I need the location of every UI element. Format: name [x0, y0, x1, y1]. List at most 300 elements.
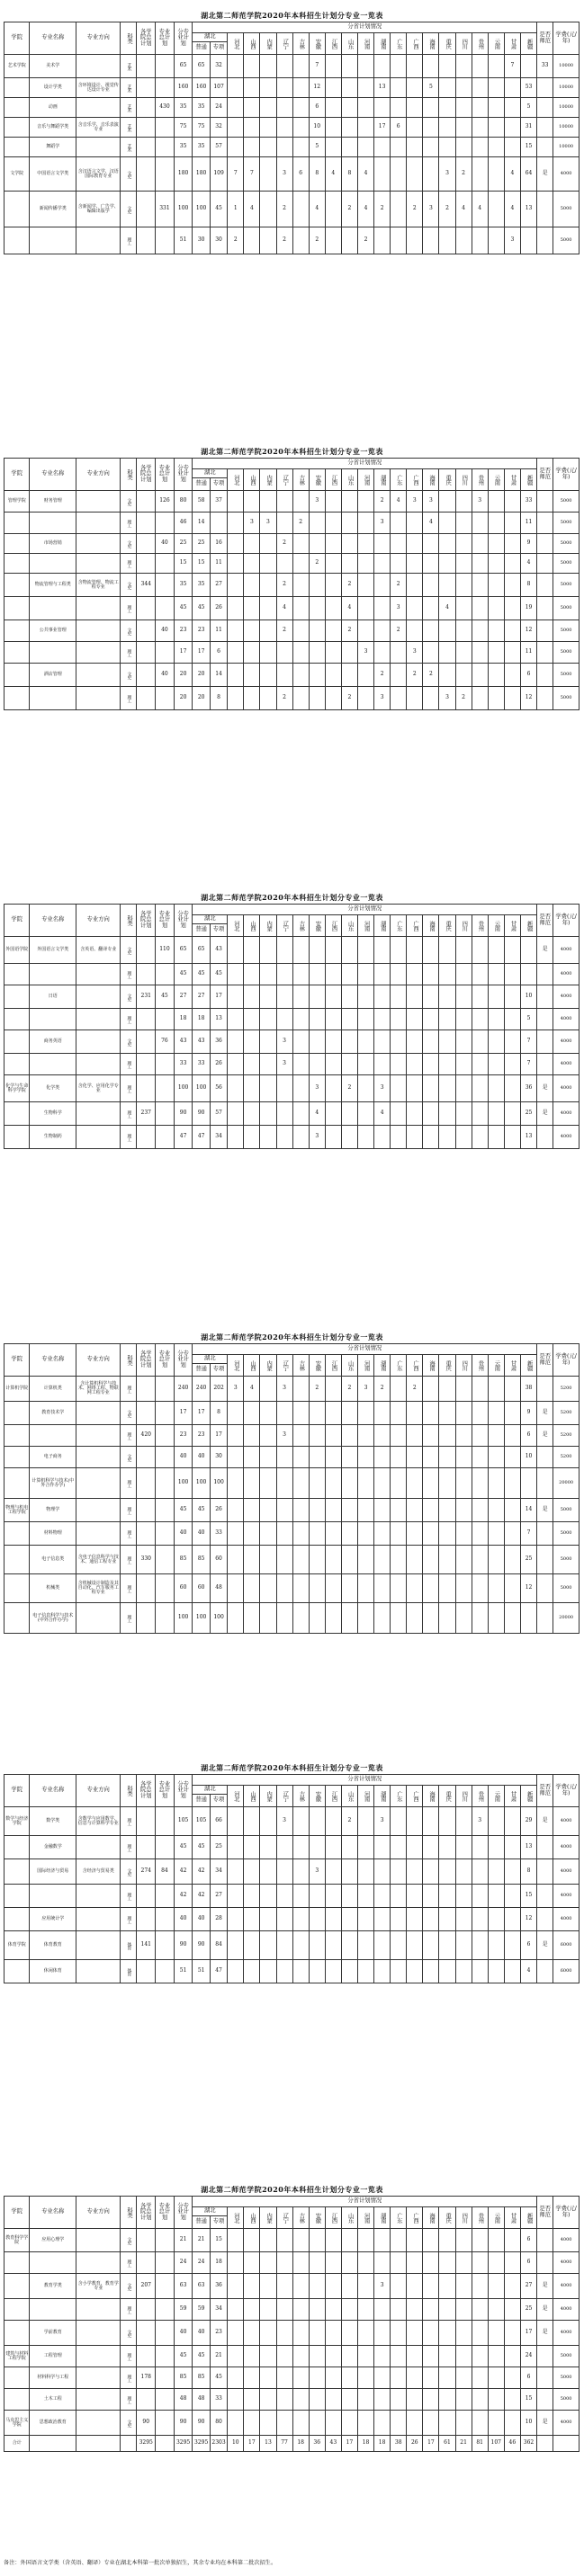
cell-province-plan	[228, 597, 244, 620]
cell-province-plan	[504, 1009, 520, 1030]
cell-province-plan	[455, 2411, 472, 2436]
cell-hubei-general: 100	[193, 1468, 210, 1499]
cell-province-plan	[244, 1030, 260, 1054]
header-province: 贵州	[472, 33, 488, 55]
cell-college	[4, 574, 30, 597]
cell-subject: 理工	[121, 2346, 137, 2367]
cell-direction	[76, 642, 121, 664]
cell-province-plan	[325, 985, 341, 1009]
cell-province-plan	[357, 1807, 373, 1836]
cell-subject: 艺术	[121, 98, 137, 118]
cell-province-plan	[374, 1603, 391, 1634]
header-province: 内蒙	[260, 469, 276, 491]
cell-province-plan	[504, 1885, 520, 1908]
cell-province-plan	[455, 2321, 472, 2346]
cell-major-total	[156, 2321, 175, 2346]
cell-province-plan	[276, 1522, 292, 1546]
cell-province-plan	[374, 534, 391, 554]
cell-plan: 46	[174, 513, 193, 534]
cell-province-plan: 2	[374, 192, 391, 227]
cell-province-plan	[520, 227, 536, 254]
header-normal-flag: 是否师范	[537, 905, 553, 937]
cell-province-plan	[488, 78, 504, 98]
cell-province-plan	[488, 1546, 504, 1574]
header-province: 山东	[341, 915, 357, 937]
cell-normal-flag	[537, 1009, 553, 1030]
cell-province-plan	[276, 985, 292, 1009]
table-row	[4, 1075, 580, 1102]
cell-province-plan: 2	[391, 574, 407, 597]
cell-province-plan	[391, 687, 407, 710]
header-major-plan: 专业总计划	[156, 1775, 175, 1807]
cell-province-plan	[391, 985, 407, 1009]
cell-province-plan	[391, 2252, 407, 2274]
header-province: 山西	[244, 469, 260, 491]
cell-province-plan	[260, 1574, 276, 1603]
cell-hubei-general: 160	[193, 78, 210, 98]
cell-province-plan	[357, 513, 373, 534]
header-province: 广东	[391, 33, 407, 55]
cell-plan: 100	[174, 1468, 193, 1499]
header-direction: 专业方向	[76, 22, 121, 55]
header-province: 江西	[325, 33, 341, 55]
cell-province-plan	[325, 2274, 341, 2299]
cell-hubei-general: 17	[193, 1402, 210, 1425]
cell-major	[30, 554, 76, 574]
cell-college-total	[137, 1075, 156, 1102]
cell-province-plan	[407, 2321, 423, 2346]
cell-province-plan	[439, 2229, 455, 2252]
header-province: 山西	[244, 915, 260, 937]
cell-province-plan: 6	[520, 2252, 536, 2274]
cell-province-plan	[309, 1468, 325, 1499]
cell-province-plan: 3	[374, 687, 391, 710]
cell-province-plan	[407, 78, 423, 98]
cell-province-plan	[341, 1885, 357, 1908]
cell-province-plan	[407, 1859, 423, 1885]
cell-province-plan	[357, 1054, 373, 1075]
cell-fee: 4000	[553, 985, 580, 1009]
cell-province-plan: 7	[228, 157, 244, 192]
cell-province-plan: 7	[504, 55, 520, 78]
cell-province-plan	[341, 2229, 357, 2252]
cell-province-plan	[228, 1468, 244, 1499]
table-row	[4, 1960, 580, 1983]
cell-province-plan	[357, 937, 373, 964]
cell-province-plan: 53	[520, 78, 536, 98]
cell-major-total: 84	[156, 1859, 175, 1885]
cell-province-plan	[455, 513, 472, 534]
cell-province-plan	[325, 1126, 341, 1149]
cell-province-plan	[455, 2367, 472, 2389]
cell-major: 电子信息科学与技术(中外合作办学)	[30, 1603, 76, 1634]
cell-province-plan: 2	[292, 513, 309, 534]
cell-province-plan	[488, 138, 504, 157]
cell-province-plan: 3	[423, 491, 439, 513]
cell-hubei-special: 2303	[210, 2436, 227, 2452]
cell-major: 应用心理学	[30, 2229, 76, 2252]
cell-province-plan	[407, 2411, 423, 2436]
cell-province-plan	[391, 2274, 407, 2299]
cell-subject: 文史	[121, 534, 137, 554]
header-fee: 学费(元/年)	[553, 2197, 580, 2229]
cell-province-plan	[488, 157, 504, 192]
cell-province-plan	[309, 1836, 325, 1859]
cell-province-plan	[472, 513, 488, 534]
cell-province-plan	[309, 1054, 325, 1075]
cell-province-plan	[292, 554, 309, 574]
cell-province-plan: 10	[228, 2436, 244, 2452]
cell-province-plan	[260, 1126, 276, 1149]
cell-major-total: 126	[156, 491, 175, 513]
header-major: 专业名称	[30, 2197, 76, 2229]
cell-subject: 理工	[121, 1574, 137, 1603]
cell-college-total	[137, 1499, 156, 1522]
header-province: 重庆	[439, 915, 455, 937]
cell-fee: 5200	[553, 1447, 580, 1468]
header-province: 海南	[423, 33, 439, 55]
cell-province-plan	[325, 55, 341, 78]
cell-province-plan: 2	[276, 574, 292, 597]
cell-direction	[76, 1054, 121, 1075]
cell-hubei-general: 14	[193, 513, 210, 534]
cell-province-plan	[472, 2367, 488, 2389]
cell-province-plan	[244, 687, 260, 710]
cell-hubei-special: 34	[210, 1126, 227, 1149]
cell-college-total	[137, 227, 156, 254]
cell-college	[4, 1859, 30, 1885]
cell-province-plan	[228, 513, 244, 534]
cell-subject: 理工	[121, 1126, 137, 1149]
header-hubei: 湖北	[193, 2207, 228, 2216]
cell-province-plan	[341, 491, 357, 513]
header-sub-plan: 分专业计划	[174, 2197, 193, 2229]
cell-province-plan	[325, 118, 341, 138]
cell-province-plan	[292, 138, 309, 157]
cell-province-plan	[341, 1931, 357, 1960]
cell-province-plan	[439, 2321, 455, 2346]
cell-province-plan	[244, 2321, 260, 2346]
cell-province-plan	[423, 138, 439, 157]
cell-province-plan: 3	[472, 1807, 488, 1836]
cell-province-plan	[488, 55, 504, 78]
cell-province-plan	[325, 574, 341, 597]
cell-province-plan	[244, 2229, 260, 2252]
cell-hubei-special: 18	[210, 2252, 227, 2274]
cell-major-total	[156, 1468, 175, 1499]
header-major: 专业名称	[30, 1344, 76, 1377]
cell-province-plan	[341, 964, 357, 985]
cell-province-plan: 26	[407, 2436, 423, 2452]
header-province: 内蒙	[260, 915, 276, 937]
cell-province-plan	[292, 620, 309, 642]
cell-direction: 含机械设计制造及其自动化、汽车服务工程专业	[76, 1574, 121, 1603]
cell-province-plan	[423, 937, 439, 964]
cell-major-total	[156, 227, 175, 254]
cell-province-plan	[423, 1931, 439, 1960]
cell-college-total	[137, 937, 156, 964]
cell-province-plan	[244, 2411, 260, 2436]
table-row	[4, 1603, 580, 1634]
cell-province-plan	[325, 1603, 341, 1634]
cell-province-plan	[391, 1009, 407, 1030]
cell-province-plan	[423, 2367, 439, 2389]
cell-normal-flag	[537, 1908, 553, 1931]
cell-province-plan	[357, 1603, 373, 1634]
header-subject: 科类	[121, 1344, 137, 1377]
cell-hubei-general: 35	[193, 574, 210, 597]
cell-province-plan: 3	[276, 1377, 292, 1402]
cell-province-plan: 8	[520, 574, 536, 597]
cell-province-plan: 4	[520, 1960, 536, 1983]
cell-province-plan: 18	[292, 2436, 309, 2452]
cell-college	[4, 78, 30, 98]
cell-hubei-general: 58	[193, 491, 210, 513]
cell-province-plan	[423, 2299, 439, 2321]
cell-major-total	[156, 1054, 175, 1075]
header-province: 广西	[407, 33, 423, 55]
cell-major	[30, 2436, 76, 2452]
cell-province-plan	[228, 1499, 244, 1522]
cell-hubei-special: 6	[210, 642, 227, 664]
cell-province-plan	[292, 491, 309, 513]
cell-province-plan: 2	[309, 1377, 325, 1402]
cell-college-total: 344	[137, 574, 156, 597]
cell-subject: 体育	[121, 1960, 137, 1983]
cell-province-plan	[260, 1102, 276, 1126]
header-province: 四川	[455, 469, 472, 491]
cell-hubei-special: 21	[210, 2346, 227, 2367]
table-row	[4, 687, 580, 710]
header-major: 专业名称	[30, 22, 76, 55]
cell-major-total	[156, 1807, 175, 1836]
cell-province-plan: 12	[309, 78, 325, 98]
cell-province-plan: 38	[391, 2436, 407, 2452]
cell-major	[30, 227, 76, 254]
cell-province-plan	[325, 2367, 341, 2389]
cell-college	[4, 2321, 30, 2346]
cell-province-plan	[374, 227, 391, 254]
cell-fee: 5000	[553, 574, 580, 597]
cell-province-plan	[504, 491, 520, 513]
header-province: 吉林	[292, 469, 309, 491]
cell-college-total	[137, 1030, 156, 1054]
cell-major-total	[156, 1603, 175, 1634]
cell-province-plan	[325, 534, 341, 554]
cell-province-plan	[472, 687, 488, 710]
cell-province-plan	[228, 1603, 244, 1634]
header-fee: 学费(元/年)	[553, 22, 580, 55]
cell-province-plan	[260, 1499, 276, 1522]
cell-fee: 4000	[553, 2252, 580, 2274]
cell-province-plan	[439, 2389, 455, 2411]
header-province: 安徽	[309, 1786, 325, 1807]
cell-normal-flag	[537, 1054, 553, 1075]
cell-province-plan	[407, 1546, 423, 1574]
cell-province-plan	[439, 2299, 455, 2321]
cell-province-plan	[423, 118, 439, 138]
cell-province-plan	[407, 1030, 423, 1054]
cell-subject: 理工	[121, 2252, 137, 2274]
header-hubei-general: 普通	[193, 1795, 210, 1807]
cell-province-plan	[341, 2252, 357, 2274]
header-college: 学院	[4, 459, 30, 491]
cell-province-plan	[228, 1102, 244, 1126]
cell-province-plan	[472, 2411, 488, 2436]
cell-province-plan	[488, 1009, 504, 1030]
cell-province-plan	[504, 620, 520, 642]
header-row-1	[4, 2197, 580, 2207]
cell-province-plan	[292, 1447, 309, 1468]
cell-province-plan	[244, 2252, 260, 2274]
cell-college-total	[137, 534, 156, 554]
table-row	[4, 554, 580, 574]
cell-province-plan	[357, 1960, 373, 1983]
cell-province-plan	[455, 1603, 472, 1634]
cell-province-plan	[325, 192, 341, 227]
cell-major-total	[156, 554, 175, 574]
header-hubei: 湖北	[193, 469, 228, 478]
table-row	[4, 1908, 580, 1931]
cell-plan: 100	[174, 192, 193, 227]
cell-fee: 5000	[553, 192, 580, 227]
cell-province-plan	[244, 964, 260, 985]
cell-college-total	[137, 1009, 156, 1030]
header-hubei: 湖北	[193, 1786, 228, 1795]
header-college: 学院	[4, 1775, 30, 1807]
cell-province-plan	[423, 687, 439, 710]
cell-province-plan	[244, 1574, 260, 1603]
cell-province-plan	[407, 1574, 423, 1603]
header-province: 新疆	[520, 1355, 536, 1377]
cell-province-plan: 18	[374, 2436, 391, 2452]
cell-province-plan: 12	[520, 687, 536, 710]
cell-province-plan: 2	[407, 1377, 423, 1402]
cell-normal-flag: 是	[537, 1807, 553, 1836]
cell-province-plan	[472, 1836, 488, 1859]
cell-province-plan	[357, 98, 373, 118]
cell-province-plan	[407, 1447, 423, 1468]
cell-major: 金融数学	[30, 1836, 76, 1859]
cell-province-plan	[244, 138, 260, 157]
cell-major	[30, 1009, 76, 1030]
cell-province-plan	[423, 1030, 439, 1054]
cell-major-total: 110	[156, 937, 175, 964]
cell-college-total	[137, 55, 156, 78]
cell-province-plan	[488, 1126, 504, 1149]
cell-province-plan	[488, 1522, 504, 1546]
cell-province-plan	[391, 1102, 407, 1126]
header-total-plan: 各学院总计划	[137, 1775, 156, 1807]
cell-province-plan	[341, 55, 357, 78]
header-province: 山东	[341, 1786, 357, 1807]
header-province: 河北	[228, 915, 244, 937]
cell-college	[4, 597, 30, 620]
cell-direction	[76, 1102, 121, 1126]
cell-fee: 5000	[553, 1522, 580, 1546]
cell-province-plan	[276, 2229, 292, 2252]
cell-direction	[76, 1960, 121, 1983]
cell-fee: 4000	[553, 157, 580, 192]
cell-province-plan	[374, 1522, 391, 1546]
cell-province-plan	[276, 2252, 292, 2274]
cell-province-plan: 29	[520, 1807, 536, 1836]
cell-province-plan	[228, 1030, 244, 1054]
cell-province-plan	[374, 55, 391, 78]
cell-province-plan	[228, 1885, 244, 1908]
cell-province-plan	[374, 138, 391, 157]
cell-fee: 5000	[553, 597, 580, 620]
cell-province-plan	[488, 192, 504, 227]
cell-college-total	[137, 2299, 156, 2321]
cell-province-plan	[488, 2367, 504, 2389]
cell-college-total	[137, 2229, 156, 2252]
header-province: 江西	[325, 1786, 341, 1807]
cell-province-plan	[504, 1402, 520, 1425]
table-row	[4, 642, 580, 664]
cell-province-plan: 17	[341, 2436, 357, 2452]
cell-province-plan	[292, 2411, 309, 2436]
cell-province-plan	[341, 2299, 357, 2321]
cell-province-plan	[325, 687, 341, 710]
cell-province-plan	[455, 1425, 472, 1447]
cell-province-plan	[292, 574, 309, 597]
cell-province-plan	[472, 1126, 488, 1149]
cell-province-plan: 33	[520, 491, 536, 513]
cell-normal-flag: 是	[537, 2274, 553, 2299]
table-row	[4, 1836, 580, 1859]
cell-direction	[76, 2367, 121, 2389]
cell-province-plan: 7	[520, 1054, 536, 1075]
cell-hubei-special: 32	[210, 55, 227, 78]
cell-province-plan	[439, 1102, 455, 1126]
cell-province-plan	[244, 1807, 260, 1836]
cell-college: 马克思主义学院	[4, 2411, 30, 2436]
cell-major-total	[156, 513, 175, 534]
cell-direction	[76, 55, 121, 78]
cell-province-plan	[391, 2346, 407, 2367]
cell-province-plan	[292, 1126, 309, 1149]
header-subject: 科类	[121, 459, 137, 491]
cell-province-plan	[309, 2252, 325, 2274]
cell-province-plan	[439, 491, 455, 513]
cell-province-plan: 362	[520, 2436, 536, 2452]
cell-normal-flag	[537, 2252, 553, 2274]
table-row	[4, 1054, 580, 1075]
cell-plan: 27	[174, 985, 193, 1009]
cell-province-plan: 3	[504, 227, 520, 254]
table-row	[4, 2436, 580, 2452]
cell-province-plan	[309, 1885, 325, 1908]
cell-province-plan	[260, 227, 276, 254]
cell-direction: 含数学与应用数学、信息与计算科学专业	[76, 1807, 121, 1836]
cell-province-plan	[357, 2299, 373, 2321]
cell-province-plan: 2	[309, 227, 325, 254]
table-row	[4, 2346, 580, 2367]
cell-province-plan	[292, 1574, 309, 1603]
cell-province-plan	[228, 985, 244, 1009]
cell-province-plan	[504, 2274, 520, 2299]
cell-province-plan: 2	[341, 620, 357, 642]
cell-province-plan: 3	[374, 1807, 391, 1836]
table-row	[4, 1859, 580, 1885]
table-row	[4, 491, 580, 513]
cell-major-total	[156, 2389, 175, 2411]
cell-province-plan	[407, 2252, 423, 2274]
cell-normal-flag	[537, 534, 553, 554]
cell-subject: 理工	[121, 1836, 137, 1859]
cell-subject: 文史	[121, 574, 137, 597]
